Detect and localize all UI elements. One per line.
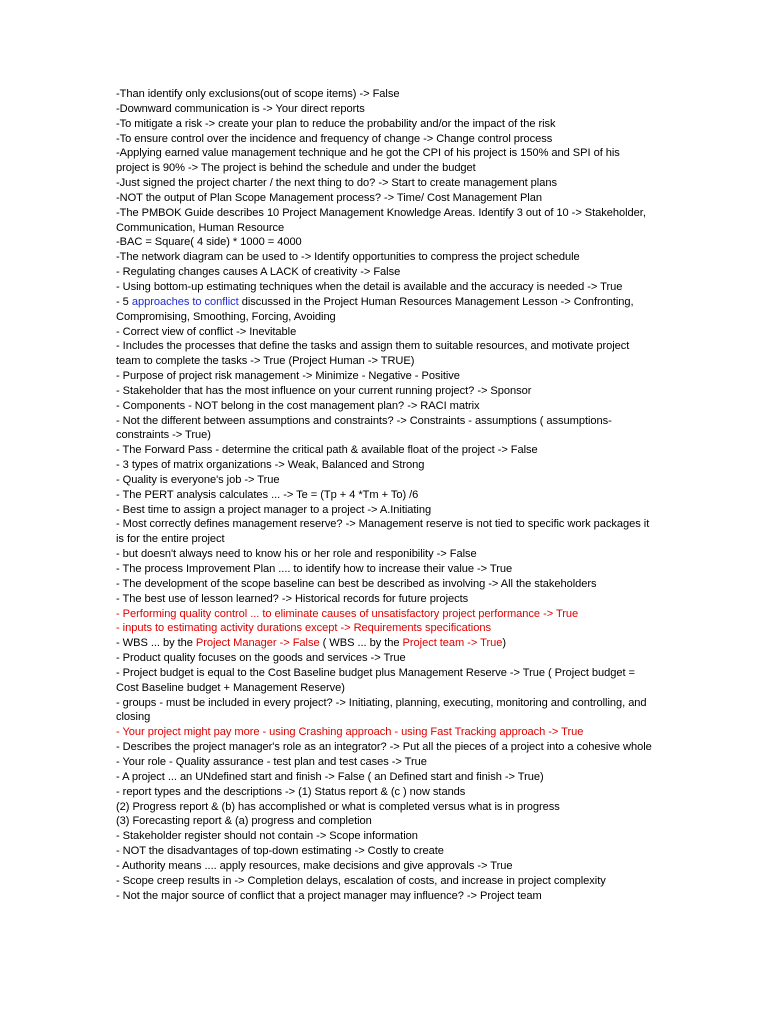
text-line xyxy=(116,503,654,518)
text-segment: - Product quality focuses on the goods and services -> True xyxy=(116,652,406,665)
text-segment: - Not the major source of conflict that a project manager may influence? -> Project team xyxy=(116,889,542,902)
text-line xyxy=(116,132,654,147)
text-segment: discussed in the Project Human Resources Management Lesson -> Confronting, Compromising, Smoothing, Forcing, Avoiding xyxy=(116,295,634,323)
text-line xyxy=(116,859,654,874)
text-segment: - A project ... an UNdefined start and finish -> False ( an Defined start and finish -> True) xyxy=(116,770,544,783)
text-segment: -The network diagram can be used to -> Identify opportunities to compress the project schedule xyxy=(116,251,580,264)
text-segment: - WBS ... by the xyxy=(116,637,196,650)
text-segment: - Most correctly defines management reserve? -> Management reserve is not tied to specific work packages it is for the entire project xyxy=(116,518,650,546)
text-line xyxy=(116,874,654,889)
text-line xyxy=(116,443,654,458)
text-line xyxy=(116,414,654,444)
text-line xyxy=(116,102,654,117)
text-segment: -The PMBOK Guide describes 10 Project Management Knowledge Areas. Identify 3 out of 10 -> Stakeholder, Communication, Human Resource xyxy=(116,206,646,234)
text-segment: - Stakeholder that has the most influence on your current running project? -> Sponsor xyxy=(116,384,532,397)
text-line xyxy=(116,755,654,770)
text-line xyxy=(116,770,654,785)
text-line xyxy=(116,176,654,191)
text-segment: - 3 types of matrix organizations -> Weak, Balanced and Strong xyxy=(116,459,425,472)
text-line xyxy=(116,399,654,414)
text-segment: - Describes the project manager's role as an integrator? -> Put all the pieces of a project into a cohesive whole xyxy=(116,741,652,754)
text-line xyxy=(116,696,654,726)
text-segment: - Purpose of project risk management -> Minimize - Negative - Positive xyxy=(116,370,460,383)
text-segment: - groups - must be included in every project? -> Initiating, planning, executing, monitoring and controlling, and closing xyxy=(116,696,647,724)
text-segment: - Components - NOT belong in the cost management plan? -> RACI matrix xyxy=(116,399,480,412)
text-segment: -Applying earned value management technique and he got the CPI of his project is 150% and SPI of his project is 90% -> The project is behind the schedule and under the budget xyxy=(116,147,620,175)
highlighted-text: - inputs to estimating activity durations except -> Requirements specifications xyxy=(116,622,491,635)
text-segment: - Regulating changes causes A LACK of creativity -> False xyxy=(116,266,401,279)
text-line xyxy=(116,814,654,829)
text-line xyxy=(116,517,654,547)
text-line xyxy=(116,785,654,800)
text-line xyxy=(116,280,654,295)
text-line xyxy=(116,547,654,562)
text-line xyxy=(116,889,654,904)
text-segment: - Not the different between assumptions and constraints? -> Constraints - assumptions ( assumptions-constraints -> True) xyxy=(116,414,612,442)
text-segment: -Than identify only exclusions(out of scope items) -> False xyxy=(116,88,400,100)
text-segment: - Project budget is equal to the Cost Baseline budget plus Management Reserve -> True ( Project budget = Cost Baseline budget + Management Reserve) xyxy=(116,666,635,694)
text-segment: - Includes the processes that define the tasks and assign them to suitable resources, and motivate project team to complete the tasks -> True (Project Human -> TRUE) xyxy=(116,340,630,368)
document-body xyxy=(116,87,654,903)
text-line xyxy=(116,191,654,206)
highlighted-text: - Performing quality control ... to eliminate causes of unsatisfactory project performance -> True xyxy=(116,607,579,620)
text-segment: - Stakeholder register should not contain -> Scope information xyxy=(116,830,418,843)
text-line xyxy=(116,577,654,592)
highlighted-text: - Your project might pay more - using Crashing approach - using Fast Tracking approach -> True xyxy=(116,726,584,739)
text-segment: - The best use of lesson learned? -> Historical records for future projects xyxy=(116,592,469,605)
text-segment: -Downward communication is -> Your direct reports xyxy=(116,102,365,115)
text-segment: ( WBS ... by the xyxy=(319,637,403,650)
text-line xyxy=(116,725,654,740)
text-line xyxy=(116,235,654,250)
text-line xyxy=(116,740,654,755)
text-segment: - NOT the disadvantages of top-down estimating -> Costly to create xyxy=(116,845,444,858)
text-line xyxy=(116,666,654,696)
text-segment: - 5 xyxy=(116,295,132,308)
text-segment: -BAC = Square( 4 side) * 1000 = 4000 xyxy=(116,236,302,249)
text-segment: - Correct view of conflict -> Inevitable xyxy=(116,325,297,338)
text-segment: - The development of the scope baseline can best be described as involving -> All the stakeholders xyxy=(116,577,597,590)
text-segment: -NOT the output of Plan Scope Management process? -> Time/ Cost Management Plan xyxy=(116,191,542,204)
text-segment: - but doesn't always need to know his or her role and responibility -> False xyxy=(116,548,477,561)
text-segment: -To ensure control over the incidence and frequency of change -> Change control process xyxy=(116,132,553,145)
text-line xyxy=(116,117,654,132)
text-line xyxy=(116,87,654,102)
text-segment: - Authority means .... apply resources, make decisions and give approvals -> True xyxy=(116,859,513,872)
text-line xyxy=(116,592,654,607)
text-segment: - The PERT analysis calculates ... -> Te = (Tp + 4 *Tm + To) /6 xyxy=(116,488,419,501)
text-line xyxy=(116,250,654,265)
text-line xyxy=(116,621,654,636)
highlighted-text: Project Manager -> False xyxy=(195,637,320,650)
text-line xyxy=(116,325,654,340)
text-segment: - Best time to assign a project manager to a project -> A.Initiating xyxy=(116,503,432,516)
text-line xyxy=(116,562,654,577)
text-segment: - Your role - Quality assurance - test plan and test cases -> True xyxy=(116,755,427,768)
highlighted-text: Project team -> True xyxy=(402,637,503,650)
text-segment: - The process Improvement Plan .... to identify how to increase their value -> True xyxy=(116,563,513,575)
text-line xyxy=(116,844,654,859)
text-line xyxy=(116,800,654,815)
text-line xyxy=(116,488,654,503)
text-segment: - Quality is everyone's job -> True xyxy=(116,473,280,486)
text-line xyxy=(116,829,654,844)
text-line xyxy=(116,146,654,176)
text-segment: - Scope creep results in -> Completion delays, escalation of costs, and increase in project complexity xyxy=(116,874,606,887)
text-segment: (2) Progress report & (b) has accomplished or what is completed versus what is in progress xyxy=(116,800,560,813)
link-text[interactable]: approaches to conflict xyxy=(131,295,239,308)
text-segment: - report types and the descriptions -> (1) Status report & (c ) now stands xyxy=(116,785,466,798)
text-segment: ) xyxy=(502,637,507,650)
text-line xyxy=(116,206,654,236)
text-segment: -To mitigate a risk -> create your plan to reduce the probability and/or the impact of the risk xyxy=(116,117,556,130)
text-line xyxy=(116,384,654,399)
text-line xyxy=(116,636,654,651)
text-line xyxy=(116,369,654,384)
text-line xyxy=(116,651,654,666)
text-line xyxy=(116,295,654,325)
text-segment: (3) Forecasting report & (a) progress and completion xyxy=(116,815,372,828)
text-segment: - Using bottom-up estimating techniques when the detail is available and the accuracy is needed -> True xyxy=(116,280,623,293)
text-segment: - The Forward Pass - determine the critical path & available float of the project -> False xyxy=(116,444,538,457)
text-line xyxy=(116,265,654,280)
text-segment: -Just signed the project charter / the next thing to do? -> Start to create management plans xyxy=(116,177,557,190)
text-line xyxy=(116,339,654,369)
text-line xyxy=(116,458,654,473)
text-line xyxy=(116,473,654,488)
text-line xyxy=(116,607,654,622)
